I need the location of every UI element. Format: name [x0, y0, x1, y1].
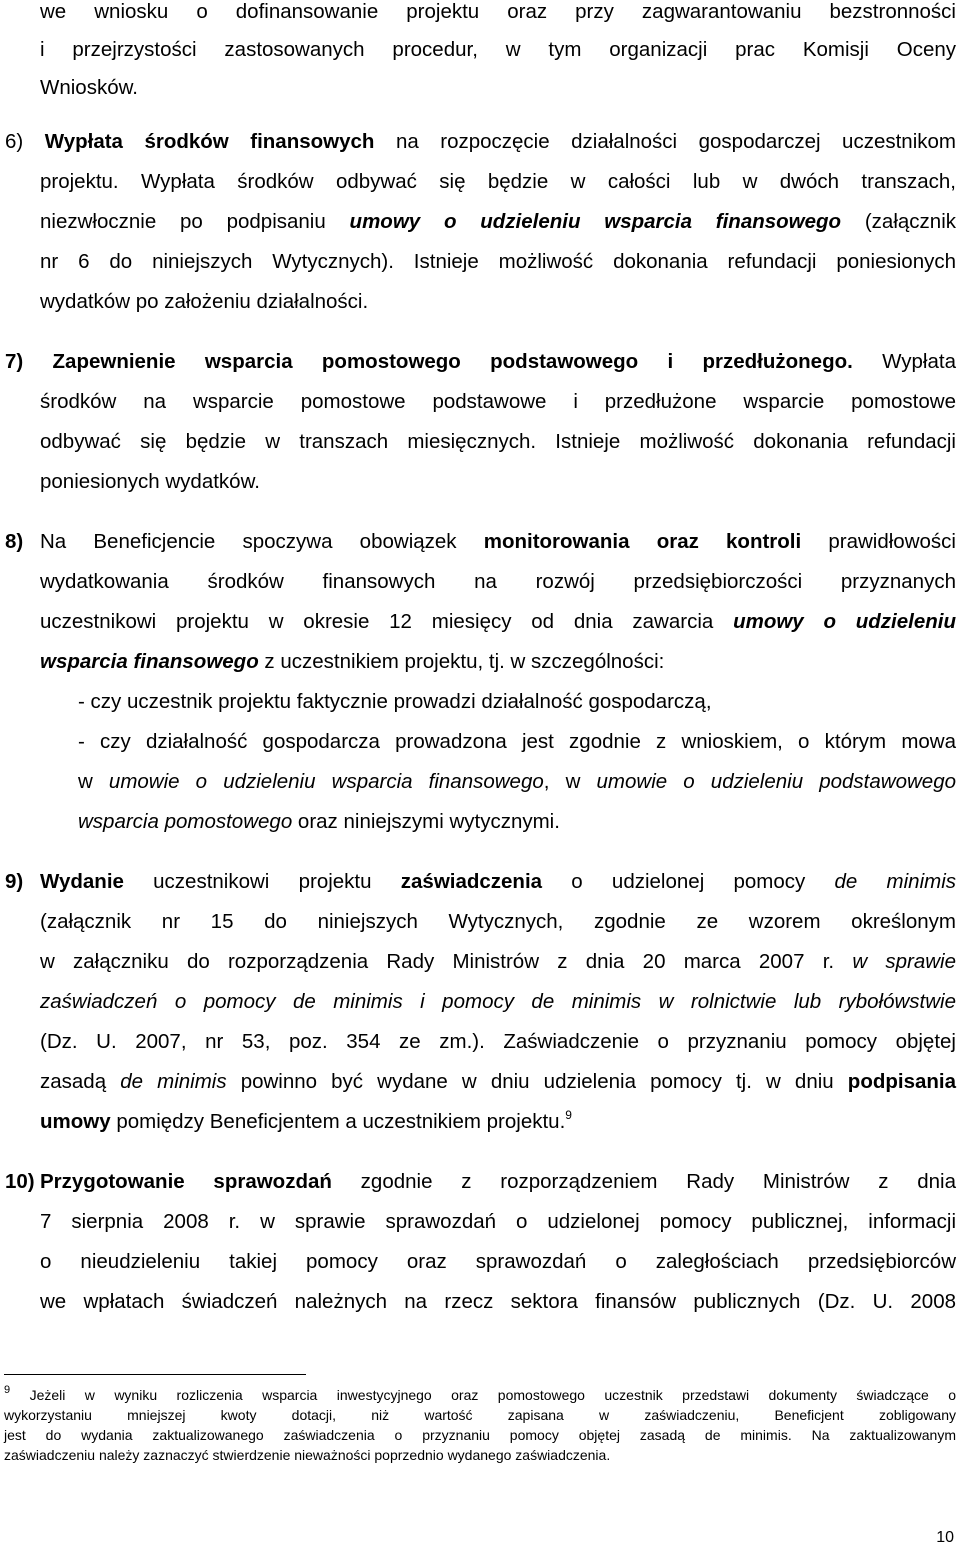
- text-line: i przejrzystości zastosowanych procedur, w tym organizacji prac Komisji Oceny: [40, 38, 956, 61]
- text-line: wsparcia finansowego z uczestnikiem projektu, tj. w szczególności:: [40, 650, 665, 673]
- text-line: wydatków po założeniu działalności.: [40, 290, 369, 313]
- footnote-divider: [4, 1374, 306, 1375]
- footnote-line: $^9$ Jeżeli w wyniku rozliczenia wsparcia inwestycyjnego oraz pomostowego uczestnik przedstawi dokumenty świadczące o: [4, 1384, 957, 1403]
- text-line: uczestnikowi projektu w okresie 12 miesięcy od dnia zawarcia umowy o udzieleniu: [40, 610, 956, 633]
- text-line: zaświadczeń o pomocy de minimis i pomocy de minimis w rolnictwie lub rybołówstwie: [40, 990, 956, 1013]
- text-line: nr 6 do niniejszych Wytycznych). Istnieje możliwość dokonania refundacji poniesionych: [40, 250, 956, 273]
- bullet-line: - czy uczestnik projektu faktycznie prowadzi działalność gospodarczą,: [78, 690, 712, 713]
- text-line: poniesionych wydatków.: [40, 470, 260, 493]
- text-line: Wniosków.: [40, 76, 138, 99]
- list-item-8-line: 8) Na Beneficjencie spoczywa obowiązek monitorowania oraz kontroli prawidłowości: [5, 530, 956, 553]
- text-line: (Dz. U. 2007, nr 53, poz. 354 ze zm.). Zaświadczenie o przyznaniu pomocy objętej: [40, 1030, 956, 1053]
- footnote-mark: 9: [4, 1384, 11, 1396]
- text-line: 7 sierpnia 2008 r. w sprawie sprawozdań o udzielonej pomocy publicznej, informacji: [40, 1210, 956, 1233]
- footnote-line: wykorzystaniu mniejszej kwoty dotacji, niż wartość zapisana w zaświadczeniu, Beneficjent zobligowany: [4, 1407, 956, 1423]
- text-line: we wpłatach świadczeń należnych na rzecz sektora finansów publicznych (Dz. U. 2008: [40, 1290, 956, 1313]
- list-item-6-line: 6) Wypłata środków finansowych na rozpoczęcie działalności gospodarczej uczestnikom: [5, 130, 956, 153]
- text-line: we wniosku o dofinansowanie projektu oraz przy zagwarantowaniu bezstronności: [40, 0, 956, 23]
- footnote-reference: 9: [565, 1108, 572, 1122]
- text-line: odbywać się będzie w transzach miesięcznych. Istnieje możliwość dokonania refundacji: [40, 430, 956, 453]
- text-line: umowy pomiędzy Beneficjentem a uczestnikiem projektu.$^9$: [40, 1108, 572, 1133]
- text-line: w załączniku do rozporządzenia Rady Ministrów z dnia 20 marca 2007 r. w sprawie: [40, 950, 956, 973]
- text-line: wsparcia pomostowego oraz niniejszymi wytycznymi.: [78, 810, 560, 833]
- text-line: projektu. Wypłata środków odbywać się będzie w całości lub w dwóch transzach,: [40, 170, 956, 193]
- text-line: w umowie o udzieleniu wsparcia finansowego, w umowie o udzieleniu podstawowego: [78, 770, 956, 793]
- bullet-line: - czy działalność gospodarcza prowadzona jest zgodnie z wnioskiem, o którym mowa: [78, 730, 956, 753]
- text-line: środków na wsparcie pomostowe podstawowe i przedłużone wsparcie pomostowe: [40, 390, 956, 413]
- text-line: o nieudzieleniu takiej pomocy oraz sprawozdań o zaległościach przedsiębiorców: [40, 1250, 956, 1273]
- footnote-line: zaświadczeniu należy zaznaczyć stwierdzenie nieważności poprzednio wydanego zaświadczenia.: [4, 1447, 611, 1463]
- text-line: niezwłocznie po podpisaniu umowy o udzieleniu wsparcia finansowego (załącznik: [40, 210, 956, 233]
- text-line: wydatkowania środków finansowych na rozwój przedsiębiorczości przyznanych: [40, 570, 956, 593]
- list-item-9-line: 9) Wydanie uczestnikowi projektu zaświadczenia o udzielonej pomocy de minimis: [5, 870, 957, 893]
- list-item-10-line: 10) Przygotowanie sprawozdań zgodnie z rozporządzeniem Rady Ministrów z dnia: [5, 1170, 956, 1193]
- list-item-7-line: 7) Zapewnienie wsparcia pomostowego podstawowego i przedłużonego. Wypłata: [5, 350, 956, 373]
- text-line: zasadą de minimis powinno być wydane w dniu udzielenia pomocy tj. w dniu podpisania: [40, 1070, 957, 1093]
- text-line: (załącznik nr 15 do niniejszych Wytycznych, zgodnie ze wzorem określonym: [40, 910, 956, 933]
- footnote-line: jest do wydania zaktualizowanego zaświadczenia o przyznaniu pomocy objętej zasadą de minimis. Na zaktualizowanym: [4, 1427, 956, 1443]
- page-number: 10: [936, 1529, 954, 1546]
